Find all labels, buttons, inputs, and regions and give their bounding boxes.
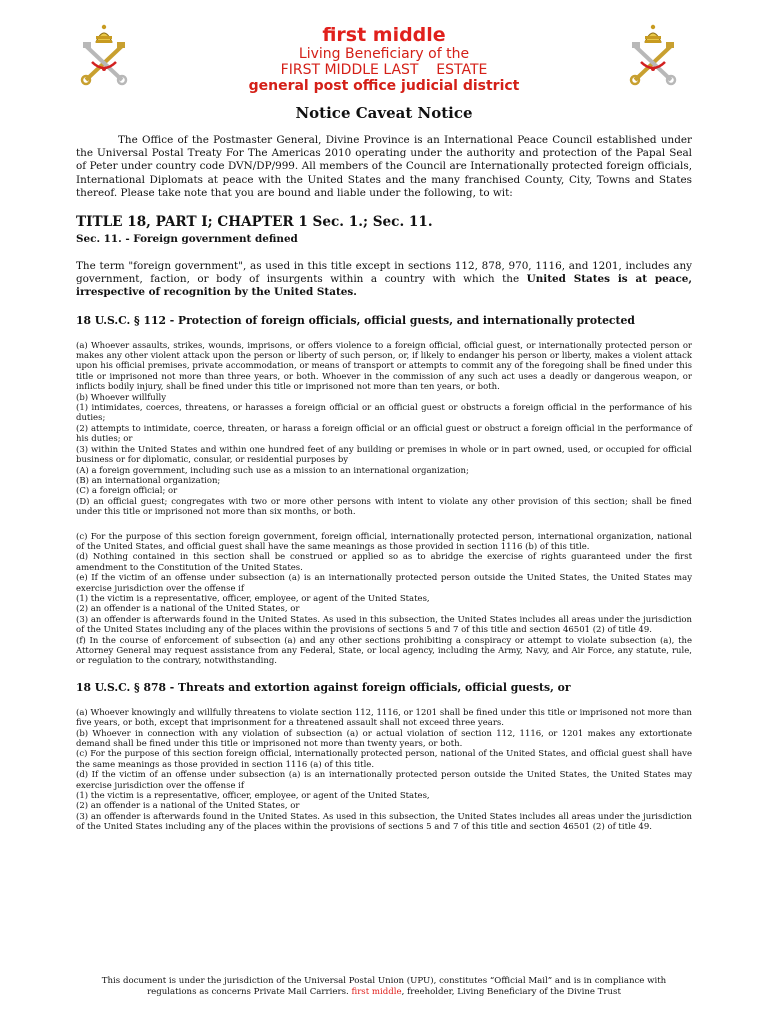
- letterhead-estate-line: FIRST MIDDLE LAST ESTATE: [280, 62, 488, 78]
- intro-paragraph: The Office of the Postmaster General, Divine Province is an International Peace Council established under the Universal Postal Treaty For The Americas 2010 operating under the authority and protection of the Papal Seal of Peter under country code DVN/DP/999. All members of the Council are Internationally protected foreign officials, International Diplomats at peace with the United States and the many franchised County, City, Towns and States thereof. Please take note that you are bound and liable under the following, to wit:: [76, 134, 692, 199]
- usc-878-para: (2) an offender is a national of the United States, or: [76, 801, 300, 812]
- usc-112-para: (B) an international organization;: [76, 475, 221, 486]
- letterhead-district-line: general post office judicial district: [248, 78, 520, 94]
- usc-878-block: [76, 708, 692, 833]
- definition-bold-text: United States is at peace, irrespective of recognition by the United States.: [76, 273, 692, 299]
- footer-line-2-end: , freeholder, Living Beneficiary of the Divine Trust: [401, 987, 621, 997]
- usc-878-para: (c) For the purpose of this section foreign official, internationally protected person, national of the United States, and official guest shall have the same meanings as those provided in section 1116 (a) of this title.: [76, 749, 692, 770]
- usc-112-para: (3) an offender is afterwards found in the United States. As used in this subsection, the United States includes all areas under the jurisdiction of the United States including any of the places within the provisions of sections 5 and 7 of this title and section 46501 (2) of title 49.: [76, 614, 692, 636]
- usc-112-para: (1) intimidates, coerces, threatens, or harasses a foreign official or an official guest or obstructs a foreign official in the performance of his duties;: [76, 403, 692, 424]
- usc-878-para: (d) If the victim of an offense under subsection (a) is an internationally protected person outside the United States, the United States may exercise jurisdiction over the offense if: [76, 770, 692, 791]
- usc-878-para: (b) Whoever in connection with any violation of subsection (a) or actual violation of section 112, 1116, or 1201 makes any extortionate demand shall be fined under this title or imprisoned not more than twenty years, or both.: [76, 728, 692, 750]
- usc-112-para: (f) In the course of enforcement of subsection (a) and any other sections prohibiting a conspiracy or attempt to violate subsection (a), the Attorney General may request assistance from any Federal, State, or local agency, including the Army, Navy, and Air Force, any statute, rule, or regulation to the contrary, notwithstanding.: [76, 635, 692, 667]
- document-title: Notice Caveat Notice: [295, 104, 473, 122]
- usc-878-heading: 18 U.S.C. § 878 - Threats and extortion against foreign officials, official guests, or: [76, 680, 571, 694]
- footer-note: [80, 976, 688, 998]
- usc-112-para: (3) within the United States and within one hundred feet of any building or premises in whole or in part owned, used, or occupied for official business or for diplomatic, consular, or residential purposes by: [76, 444, 692, 466]
- definition-text: The term "foreign government", as used in this title except in sections 112, 878, 970, 1116, and 1201, includes any government, faction, or body of insurgents within a country with which the: [76, 260, 692, 286]
- usc-112-para: (e) If the victim of an offense under subsection (a) is an internationally protected person outside the United States, the United States may exercise jurisdiction over the offense if: [76, 573, 692, 594]
- usc-878-para: (a) Whoever knowingly and willfully threatens to violate section 112, 1116, or 1201 shall be fined under this title or imprisoned not more than five years, or both, except that imprisonment for a threatened assault shall not exceed three years.: [76, 707, 692, 729]
- letterhead-name: first middle: [322, 24, 446, 46]
- usc-878-para: (3) an offender is afterwards found in the United States. As used in this subsection, the United States includes all areas under the jurisdiction of the United States including any of the places within the provisions of sections 5 and 7 of this title and section 46501 (2) of title 49.: [76, 811, 692, 833]
- usc-112-para: (D) an official guest; congregates with two or more other persons with intent to violate any other provision of this section; shall be fined under this title or imprisoned not more than six months, or both.: [76, 496, 692, 518]
- usc-112-heading: 18 U.S.C. § 112 - Protection of foreign officials, official guests, and internationally protected: [76, 313, 635, 327]
- footer-line-2-start: regulations as concerns Private Mail Carriers.: [147, 987, 352, 997]
- footer-line-2: [80, 987, 688, 998]
- document-body: [76, 134, 692, 833]
- usc-112-para: (C) a foreign official; or: [76, 486, 178, 497]
- usc-112-para: (b) Whoever willfully: [76, 392, 167, 403]
- letterhead: [0, 18, 768, 98]
- usc-112-para: (c) For the purpose of this section foreign government, foreign official, internationally protected person, international organization, national of the United States, and official guest shall have the same meanings as those provided in section 1116 (b) of this title.: [76, 531, 692, 552]
- section-title: TITLE 18, PART I; CHAPTER 1 Sec. 1.; Sec. 11.: [76, 214, 433, 231]
- section-subtitle: Sec. 11. - Foreign government defined: [76, 233, 298, 246]
- letterhead-beneficiary-line: Living Beneficiary of the: [298, 46, 470, 62]
- usc-878-para: (1) the victim is a representative, officer, employee, or agent of the United States,: [76, 791, 430, 802]
- usc-112-para: (2) an offender is a national of the United States, or: [76, 604, 300, 615]
- usc-112-para: (1) the victim is a representative, officer, employee, or agent of the United States,: [76, 593, 430, 604]
- usc-112-block-2: [76, 532, 692, 667]
- usc-112-para: (d) Nothing contained in this section shall be construed or applied so as to abridge the exercise of rights guaranteed under the first amendment to the Constitution of the United States.: [76, 552, 692, 573]
- definition-paragraph: [76, 260, 692, 300]
- usc-112-para: (A) a foreign government, including such use as a mission to an international organization;: [76, 465, 469, 476]
- footer-name: first middle: [351, 987, 402, 997]
- usc-112-block-1: [76, 341, 692, 518]
- usc-112-para: (a) Whoever assaults, strikes, wounds, imprisons, or offers violence to a foreign official, official guest, or internationally protected person or makes any other violent attack upon the person or liberty of such person, or, if likely to endanger his person or liberty, makes a violent attack upon his official premises, private accommodation, or means of transport or attempts to commit any of the foregoing shall be fined under this title or imprisoned not more than three years, or both. Whoever in the commission of any such act uses a deadly or dangerous weapon, or inflicts bodily injury, shall be fined under this title or imprisoned not more than ten years, or both.: [76, 340, 692, 393]
- footer-line-1: This document is under the jurisdiction of the Universal Postal Union (UPU), constitutes “Official Mail” and is in compliance with: [101, 976, 667, 986]
- usc-112-para: (2) attempts to intimidate, coerce, threaten, or harass a foreign official or an official guest or obstruct a foreign official in the performance of his duties; or: [76, 423, 692, 445]
